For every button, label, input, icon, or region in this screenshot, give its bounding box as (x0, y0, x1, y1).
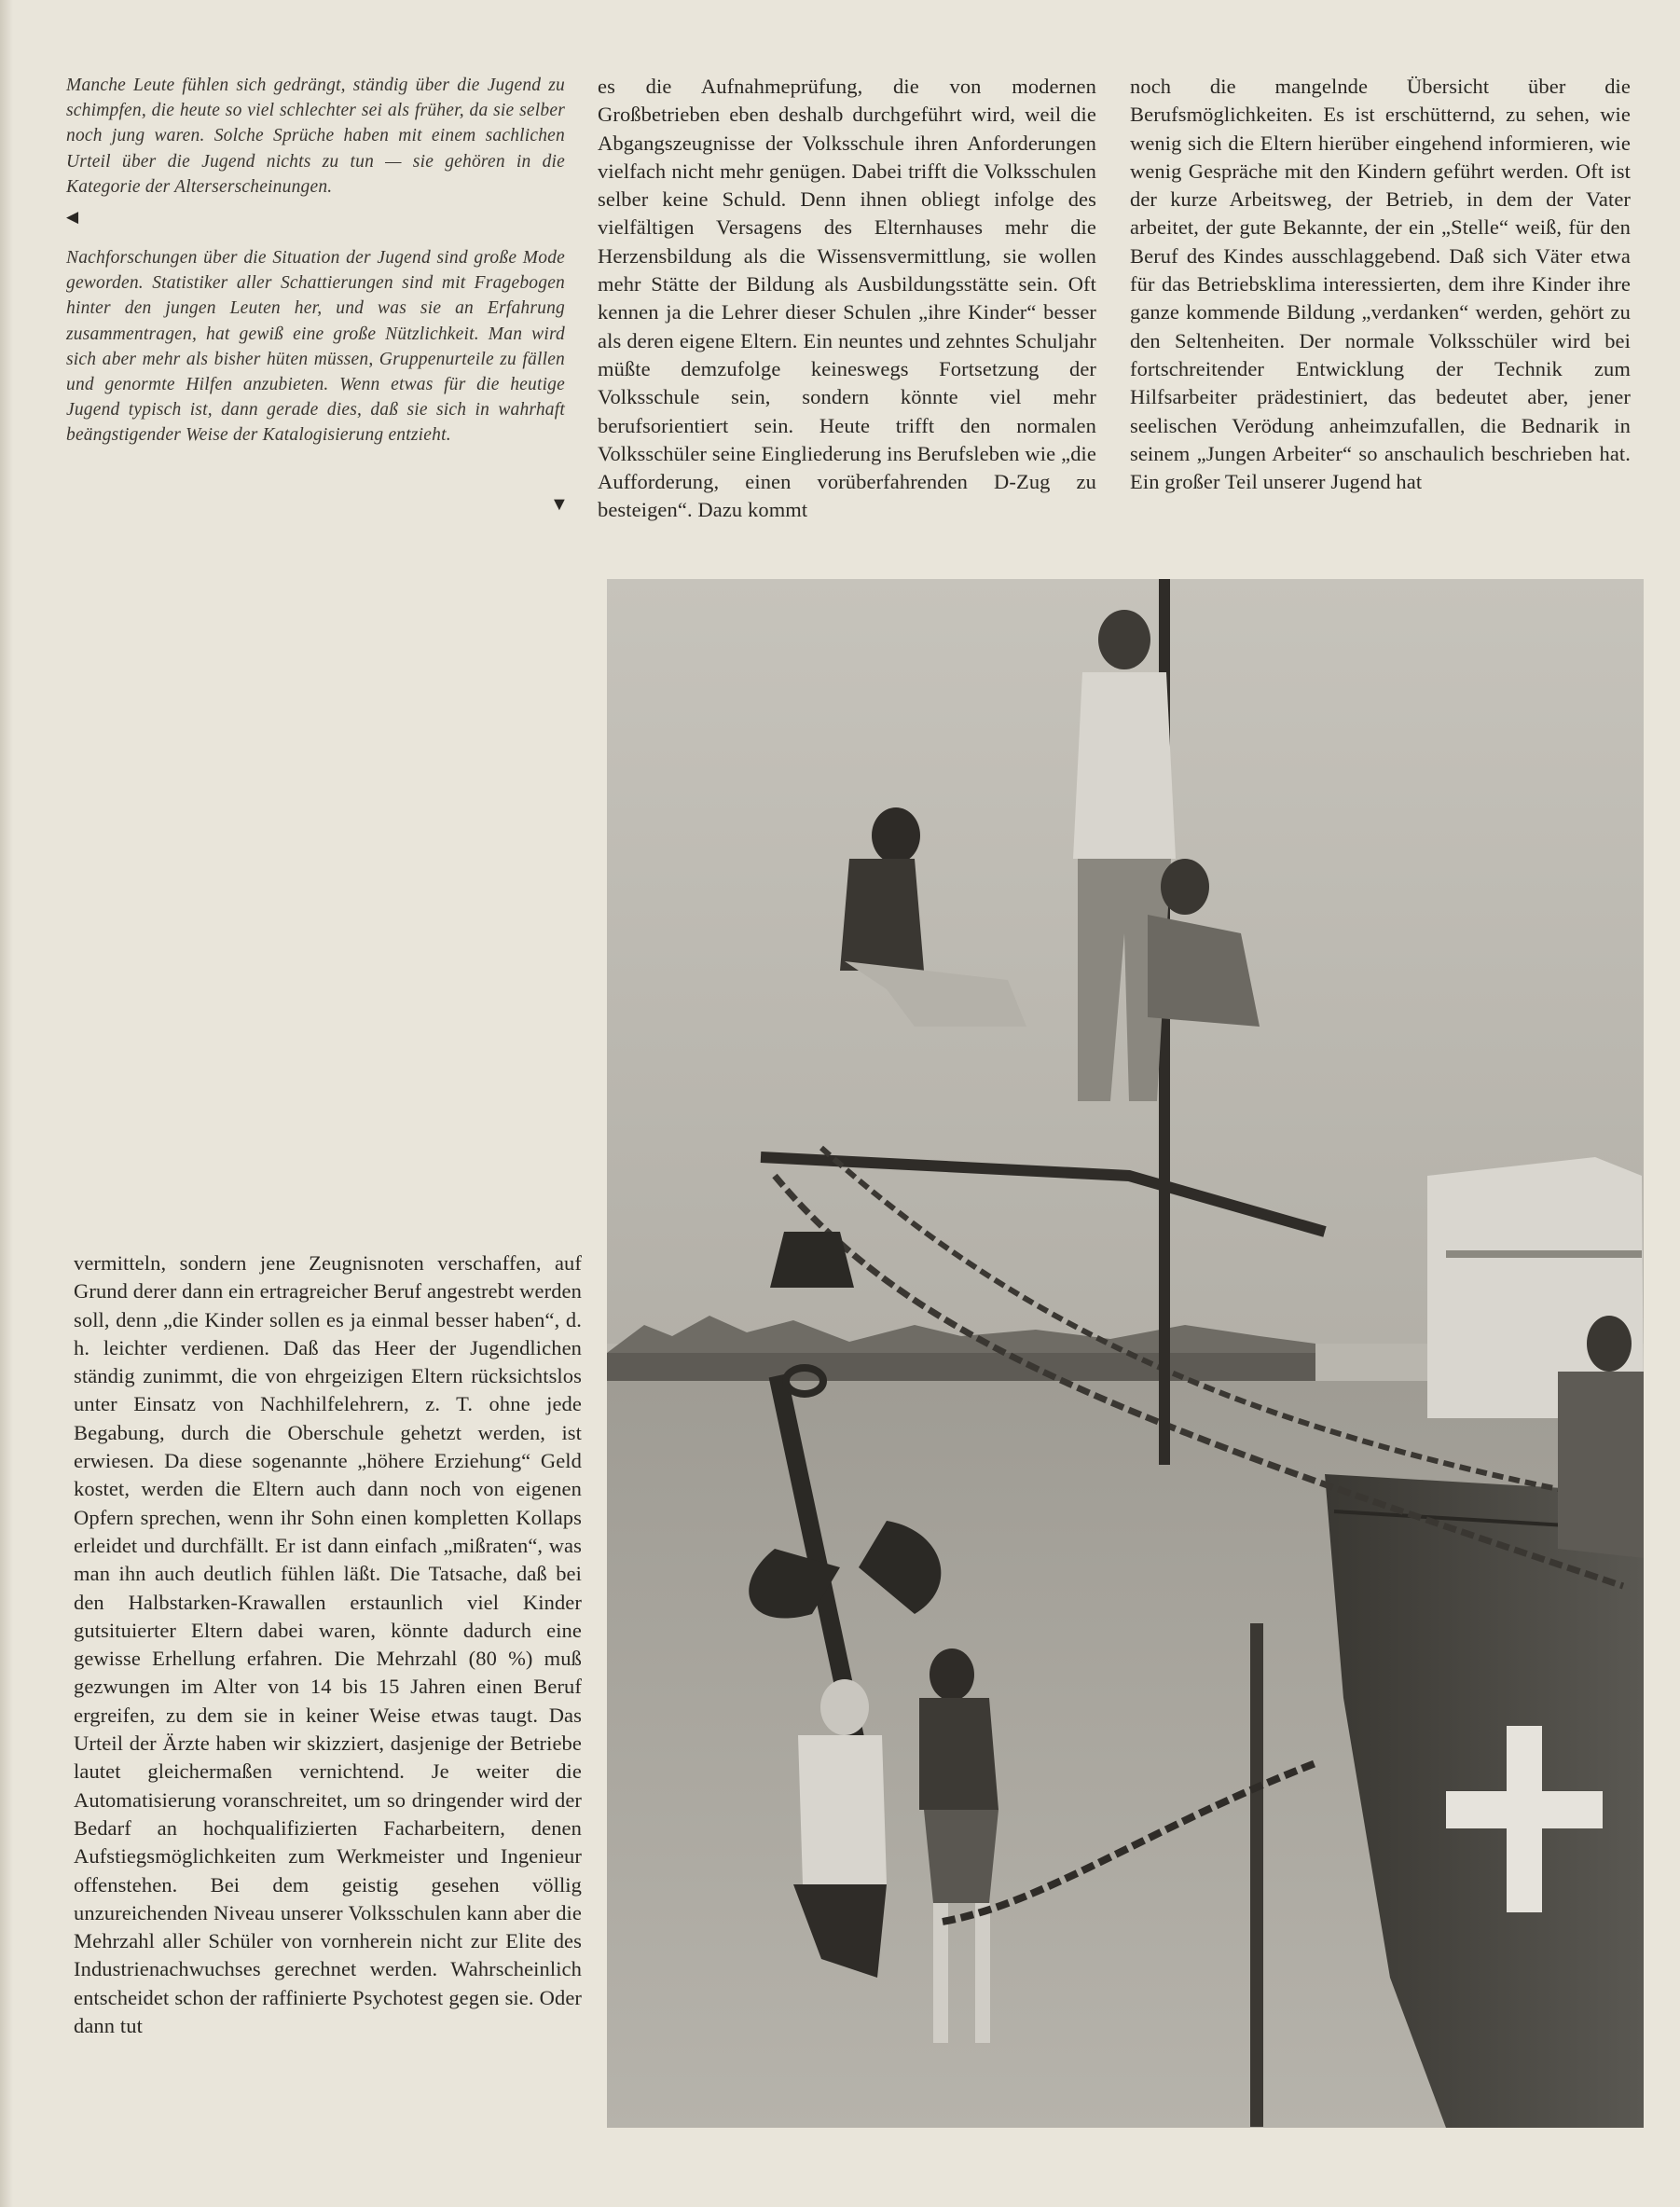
photograph-boys-on-ship-bow-icon (607, 579, 1644, 2128)
article-column-lower (74, 1249, 582, 2040)
down-arrow-icon: ▼ (550, 494, 569, 515)
left-arrow-icon: ◀ (66, 208, 79, 227)
intro-column (66, 73, 565, 448)
column-2-text: es die Aufnahmeprüfung, die von modernen Großbetrieben eben deshalb durchgeführt wird, weil die Abgangszeugnisse der Volksschule ihren Anforderungen vielfach nicht mehr genügen. Dabei trifft die Volksschulen selber keine Schuld. Denn ihnen obliegt infolge des vielfältigen Versagens des Elternhauses mehr die Herzensbildung als die Wissensvermittlung, sie wollen mehr Stätte der Bildung als Ausbildungsstätte sein. Oft kennen ja die Lehrer dieser Schulen „ihre Kinder“ besser als deren eigene Eltern. Ein neuntes und zehntes Schuljahr müßte demzufolge keineswegs Fortsetzung der Volksschule sein, sondern könnte viel mehr berufsorientiert sein. Heute trifft den normalen Volksschüler seine Eingliederung ins Berufsleben wie „die Aufforderung, einen vorüberfahrenden D-Zug zu besteigen“. Dazu kommt (598, 75, 1096, 522)
photograph (607, 579, 1644, 2128)
page-binding-edge (0, 0, 13, 2207)
column-lower-text: vermitteln, sondern jene Zeugnisnoten verschaffen, auf Grund derer dann ein ertragreicher Beruf angestrebt werden soll, denn „die Kinder sollen es ja einmal besser haben“, d. h. leichter verdienen. Daß das Heer der Jugendlichen ständig zunimmt, die von ehrgeizigen Eltern rücksichtslos unter Einsatz von Nachhilfelehrern, z. T. ohne jede Begabung, durch die Oberschule gehetzt werden, ist erwiesen. Da diese sogenannte „höhere Erziehung“ Geld kostet, werden die Eltern auch dann noch von eigenen Opfern sprechen, wenn ihr Sohn einen kompletten Kollaps erleidet und durchfällt. Er ist dann einfach „mißraten“, was man ihn auch deutlich fühlen läßt. Die Tatsache, daß bei den Halbstarken-Krawallen erstaunlich viel Kinder gutsituierter Eltern dabei waren, könnte dadurch eine gewisse Erhellung erfahren. Die Mehrzahl (80 %) muß gezwungen im Alter von 14 bis 15 Jahren einen Beruf ergreifen, zu dem sie in keiner Weise etwas taugt. Das Urteil der Ärzte haben wir skizziert, dasjenige der Betriebe lautet gleichermaßen vernichtend. Je weiter die Automatisierung voranschreitet, um so dringender wird der Bedarf an hochqualifizierten Facharbeitern, denen Aufstiegsmöglichkeiten zum Werkmeister und Ingenieur offenstehen. Bei dem geistig gesehen völlig unzureichenden Niveau unserer Volksschulen kann aber die Mehrzahl aller Schüler von vornherein nicht zur Elite des Industrienachwuchses gerechnet werden. Wahrscheinlich entscheidet schon der raffinierte Psychotest gegen sie. Oder dann tut (74, 1251, 582, 2038)
column-3-text: noch die mangelnde Übersicht über die Berufsmöglichkeiten. Es ist erschütternd, zu sehen, wie wenig sich die Eltern hierüber eingehend informieren, wie wenig Gespräche mit den Kindern geführt werden. Oft ist der kurze Arbeitsweg, der Betrieb, in dem der Vater arbeitet, der gute Bekannte, der ein „Stelle“ weiß, für den Beruf des Kindes ausschlaggebend. Daß sich Väter etwa für das Betriebsklima interessierten, dem ihre Kinder ihre ganze kommende Bildung „verdanken“ werden, gehört zu den Seltenheiten. Der normale Volksschüler wird bei fortschreitender Entwicklung der Technik zum Hilfsarbeiter prädestiniert, das bedeutet aber, jener seelischen Verödung anheimzufallen, die Bednarik in seinem „Jungen Arbeiter“ so anschaulich beschrieben hat. Ein großer Teil unserer Jugend hat (1130, 75, 1631, 494)
article-column-3 (1130, 73, 1631, 496)
intro-paragraph-1: Manche Leute fühlen sich gedrängt, ständig über die Jugend zu schimpfen, die heute so viel schlechter sei als früher, da sie selber noch jung waren. Solche Sprüche haben mit einem sachlichen Urteil über die Jugend nichts zu tun — sie gehören in die Kategorie der Alterserscheinungen. (66, 76, 565, 197)
intro-paragraph-2: Nachforschungen über die Situation der Jugend sind große Mode geworden. Statistiker aller Schattierungen sind mit Fragebogen hinter den jungen Leuten her, und was sie an Erfahrung zusammentragen, hat gewiß eine große Nützlichkeit. Man wird sich aber mehr als bisher hüten müssen, Gruppenurteile zu fällen und genormte Hilfen anzubieten. Wenn etwas für die heutige Jugend typisch ist, dann gerade dies, daß sie sich in wahrhaft beängstigender Weise der Katalogisierung entzieht. (66, 248, 565, 446)
article-column-2 (598, 73, 1096, 525)
